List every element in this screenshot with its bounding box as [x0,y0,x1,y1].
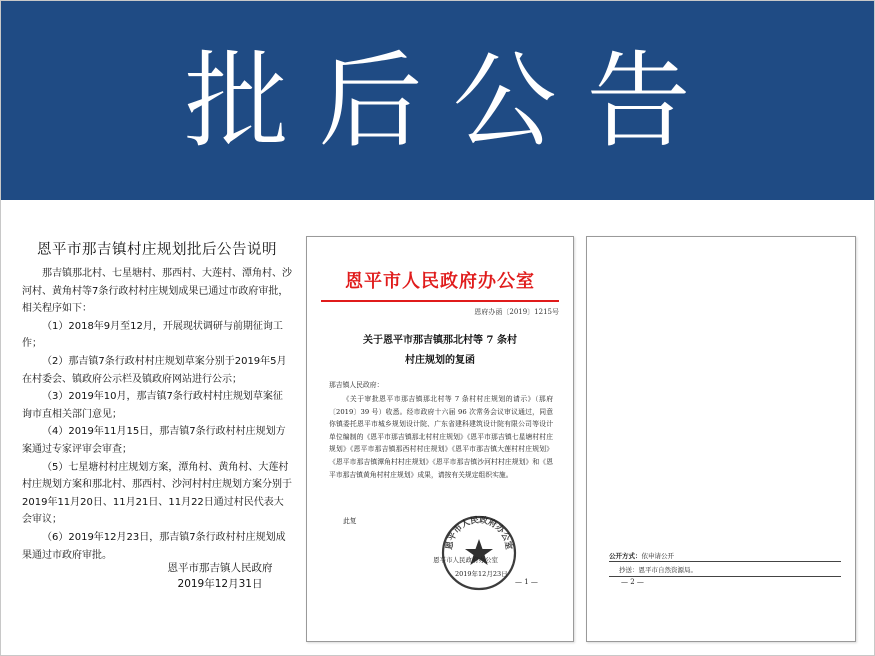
reply-title-line-2: 村庄规划的复函 [405,355,475,366]
reply-body: 《关于审批恩平市那吉镇那北村等 7 条村村庄规划的请示》（那府〔2019〕39 号）收悉。经市政府十六届 96 次常务会议审议通过，同意你镇委托恩平市城乡规划设计院、广东省建科建筑设计院有限公司等设计单位编制的《恩平市那吉镇那北村村庄规划》《恩平市那吉镇七星塘村村庄规划》《恩平市那吉镇那西村村庄规划》《恩平市那吉镇大莲村村庄规划》《恩平市那吉镇潭角村村庄规划》《恩平市那吉镇沙河村村庄规划》和《恩平市那吉镇黄角村村庄规划》成果，请按有关规定组织实施。 [329,395,553,479]
seal-text: 恩平市人民政府办公室 [444,515,514,551]
cc-line: 抄送：恩平市自然资源局。 [619,566,697,574]
reply-page-2 [586,236,856,642]
notice-step-5: （5）七星塘村村庄规划方案，潭角村、黄角村、大莲村村庄规划方案和那北村、那西村、沙河村村庄规划方案分别于2019年11月20日、11月21日、11月22日通过村民代表大会审议； [22,461,292,526]
notice-title: 恩平市那吉镇村庄规划批后公告说明 [37,242,277,258]
public-value: 依申请公开 [641,552,674,560]
public-disclosure [609,551,674,560]
notice-step-3: （3）2019年10月，那吉镇7条行政村村庄规划草案征询市直相关部门意见； [22,391,283,420]
public-label: 公开方式： [609,552,642,560]
page-number-1: — 1 — [515,578,538,586]
reply-page-1 [306,236,574,642]
divider [609,561,841,562]
notice-signature [150,560,290,592]
banner-title: 批后公告 [184,39,721,162]
page-number-2: — 2 — [621,578,644,586]
reply-title [307,331,573,371]
reply-org: 恩平市人民政府办公室 [433,556,498,564]
reply-date: 2019年12月23日 [455,570,508,578]
notice-column [22,238,292,564]
notice-step-6: （6）2019年12月23日，那吉镇7条行政村村庄规划成果通过市政府审批。 [22,531,286,561]
notice-step-4: （4）2019年11月15日，那吉镇7条行政村村庄规划方案通过专家评审会审查； [22,426,286,455]
notice-step-2: （2）那吉镇7条行政村村庄规划草案分别于2019年5月在村委会、镇政府公示栏及镇政府网站进行公示； [22,355,287,385]
letterhead-rule [321,300,559,302]
notice-step-1: （1）2018年9月至12月，开展现状调研与前期征询工作； [22,320,283,350]
reply-salutation: 那吉镇人民政府： [329,381,384,389]
banner [1,1,874,200]
official-seal [439,513,519,593]
notice-body [22,265,292,564]
reply-closing: 此复 [343,517,357,525]
reply-doc-number: 恩府办函〔2019〕1215号 [474,308,559,316]
signature-date: 2019年12月31日 [177,578,263,590]
reply-title-line-1: 关于恩平市那吉镇那北村等 7 条村 [363,335,517,346]
reply-letterhead: 恩平市人民政府办公室 [345,271,535,292]
divider [609,576,841,577]
signature-org: 恩平市那吉镇人民政府 [167,562,273,574]
notice-intro: 那吉镇那北村、七星塘村、那西村、大莲村、潭角村、沙河村、黄角村等7条行政村村庄规划成果已通过市政府审批，相关程序如下： [22,268,292,315]
